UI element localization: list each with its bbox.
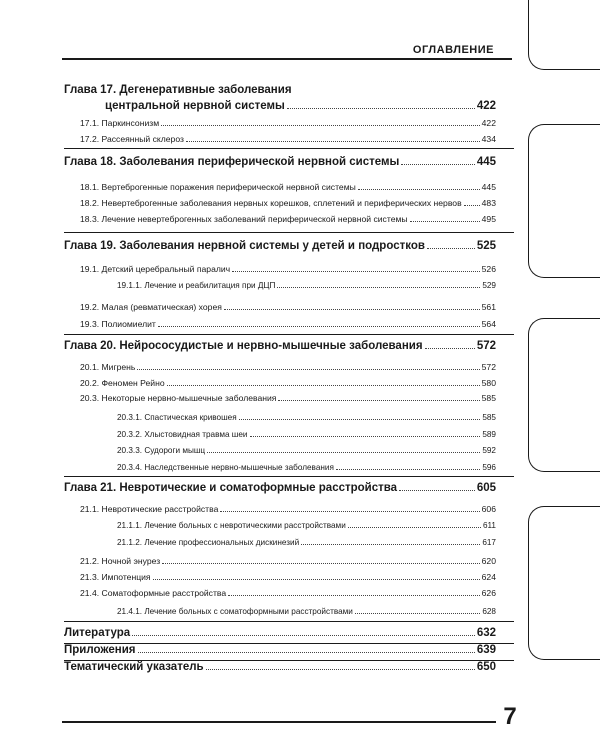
page-number: 7 [503,703,517,730]
toc-entry-20-3-4[interactable]: 20.3.4. Наследственные нервно-мышечные заболевания 596 [117,463,496,472]
toc-entry-21-4[interactable]: 21.4. Соматоформные расстройства 626 [80,588,496,598]
bottom-rule [62,721,496,723]
toc-entry-20-3-3[interactable]: 20.3.3. Судороги мышц 592 [117,446,496,455]
toc-entry-20-2[interactable]: 20.2. Феномен Рейно 580 [80,378,496,388]
toc-entry-19-1[interactable]: 19.1. Детский церебральный паралич 526 [80,264,496,274]
chapter-17-label: центральной нервной системы [105,100,285,112]
leader-dots [287,108,475,109]
toc-entry-18-3[interactable]: 18.3. Лечение невертеброгенных заболеваний периферической нервной системы 495 [80,214,496,224]
toc-entry-20-3-2[interactable]: 20.3.2. Хлыстовидная травма шеи 589 [117,430,496,439]
thumb-tab-top [528,0,600,70]
chapter-separator [64,621,514,622]
toc-entry-21-3[interactable]: 21.3. Импотенция 624 [80,572,496,582]
chapter-17-title: Глава 17. Дегенеративные заболевания [64,84,292,96]
chapter-17-page: 422 [476,100,496,112]
toc-entry-20-3-1[interactable]: 20.3.1. Спастическая кривошея 585 [117,413,496,422]
appendices-entry[interactable]: Приложения 639 [64,644,496,656]
toc-entry-19-2[interactable]: 19.2. Малая (ревматическая) хорея 561 [80,302,496,312]
toc-entry-17-2[interactable]: 17.2. Рассеянный склероз 434 [80,134,496,144]
chapter-separator [64,334,514,335]
chapter-18-entry[interactable]: Глава 18. Заболевания периферической нервной системы 445 [64,156,496,168]
section-title: ОГЛАВЛЕНИЕ [412,44,494,56]
thumb-tab-4 [528,506,600,660]
toc-entry-17-1[interactable]: 17.1. Паркинсонизм 422 [80,118,496,128]
literature-entry[interactable]: Литература 632 [64,627,496,639]
chapter-separator [64,148,514,149]
top-rule [62,58,512,60]
chapter-20-entry[interactable]: Глава 20. Нейрососудистые и нервно-мышечные заболевания 572 [64,340,496,352]
toc-entry-21-4-1[interactable]: 21.4.1. Лечение больных с соматоформными расстройствами 628 [117,607,496,616]
thumb-tab-3 [528,318,600,472]
chapter-17-entry[interactable] [105,100,496,112]
toc-entry-19-1-1[interactable]: 19.1.1. Лечение и реабилитация при ДЦП 529 [117,281,496,290]
toc-entry-21-1-1[interactable]: 21.1.1. Лечение больных с невротическими расстройствами 611 [117,521,496,530]
chapter-separator [64,476,514,477]
toc-entry-21-1[interactable]: 21.1. Невротические расстройства 606 [80,504,496,514]
toc-entry-20-1[interactable]: 20.1. Мигрень 572 [80,362,496,372]
toc-entry-21-1-2[interactable]: 21.1.2. Лечение профессиональных дискинезий 617 [117,538,496,547]
thumb-tab-2 [528,124,600,278]
chapter-21-entry[interactable]: Глава 21. Невротические и соматоформные расстройства 605 [64,482,496,494]
chapter-separator [64,232,514,233]
chapter-19-entry[interactable]: Глава 19. Заболевания нервной системы у детей и подростков 525 [64,240,496,252]
toc-entry-19-3[interactable]: 19.3. Полиомиелит 564 [80,319,496,329]
subject-index-entry[interactable]: Тематический указатель 650 [64,661,496,673]
toc-entry-21-2[interactable]: 21.2. Ночной энурез 620 [80,556,496,566]
toc-entry-18-2[interactable]: 18.2. Невертеброгенные заболевания нервных корешков, сплетений и периферических нервов 483 [80,198,496,208]
toc-entry-18-1[interactable]: 18.1. Вертеброгенные поражения периферической нервной системы 445 [80,182,496,192]
toc-entry-20-3[interactable]: 20.3. Некоторые нервно-мышечные заболевания 585 [80,393,496,403]
